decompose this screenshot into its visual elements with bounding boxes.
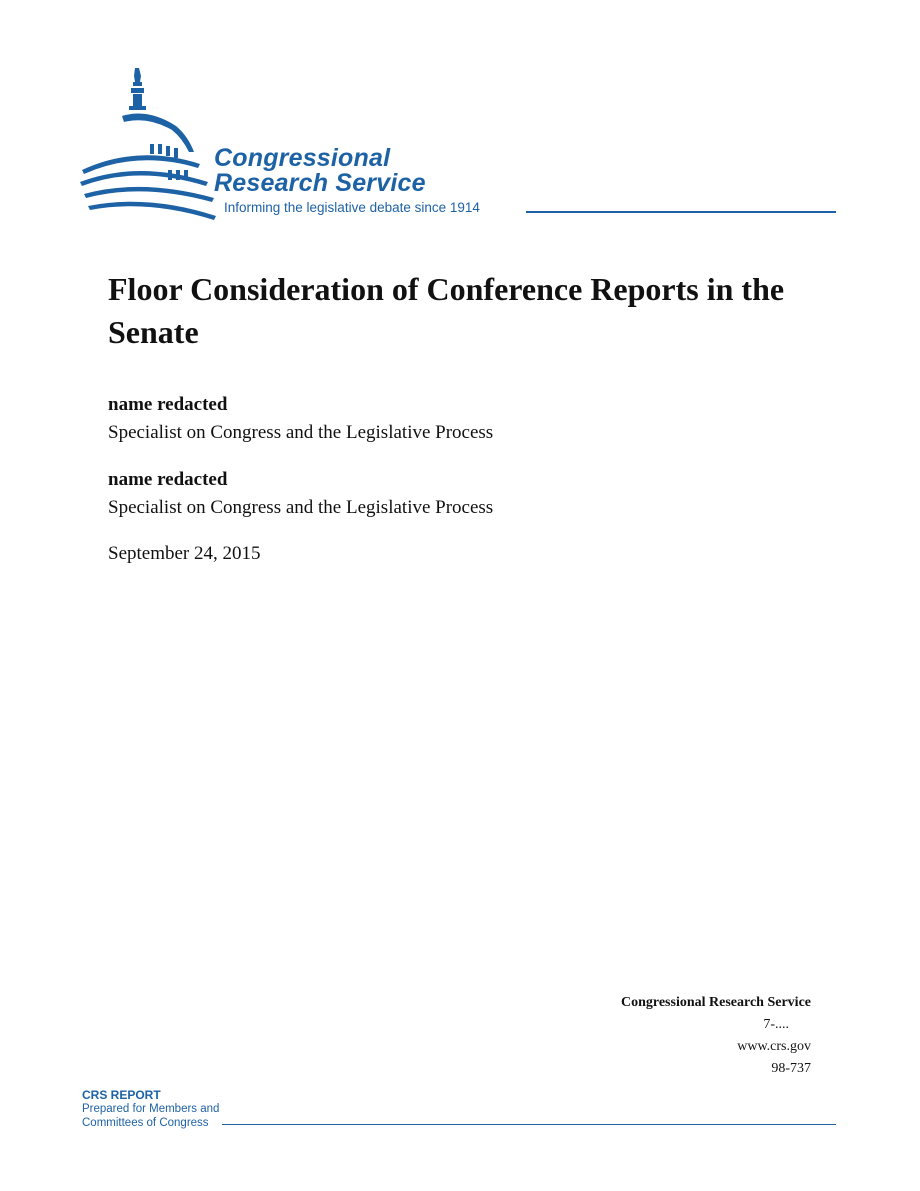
logo-divider [526, 211, 836, 213]
page-title: Floor Consideration of Conference Reports in the Senate [108, 271, 785, 350]
publication-date: September 24, 2015 [108, 543, 261, 564]
crs-logo-wordmark [214, 146, 426, 196]
author-name-2: name redacted [108, 469, 228, 490]
crs-logo [78, 66, 838, 222]
logo-tagline: Informing the legislative debate since 1914 [224, 200, 480, 215]
author-role-1: Specialist on Congress and the Legislative Process [108, 422, 494, 443]
footer-line-1: Prepared for Members and [82, 1103, 220, 1115]
author-name-1: name redacted [108, 394, 228, 415]
footer-report-label: CRS REPORT [82, 1088, 161, 1102]
report-id: 98-737 [771, 1061, 811, 1076]
logo-name-line1: Congressional [214, 144, 391, 172]
author-role-2: Specialist on Congress and the Legislative Process [108, 497, 494, 518]
crs-info-block [621, 992, 811, 1080]
crs-organization: Congressional Research Service [620, 995, 811, 1010]
crs-number: 7-.... [763, 1017, 789, 1032]
crs-website[interactable]: www.crs.gov [737, 1039, 811, 1054]
capitol-dome-icon [78, 66, 218, 222]
footer-divider [222, 1124, 836, 1125]
footer [82, 1088, 219, 1130]
logo-name-line2: Research Service [214, 169, 426, 197]
footer-line-2: Committees of Congress [82, 1117, 209, 1129]
